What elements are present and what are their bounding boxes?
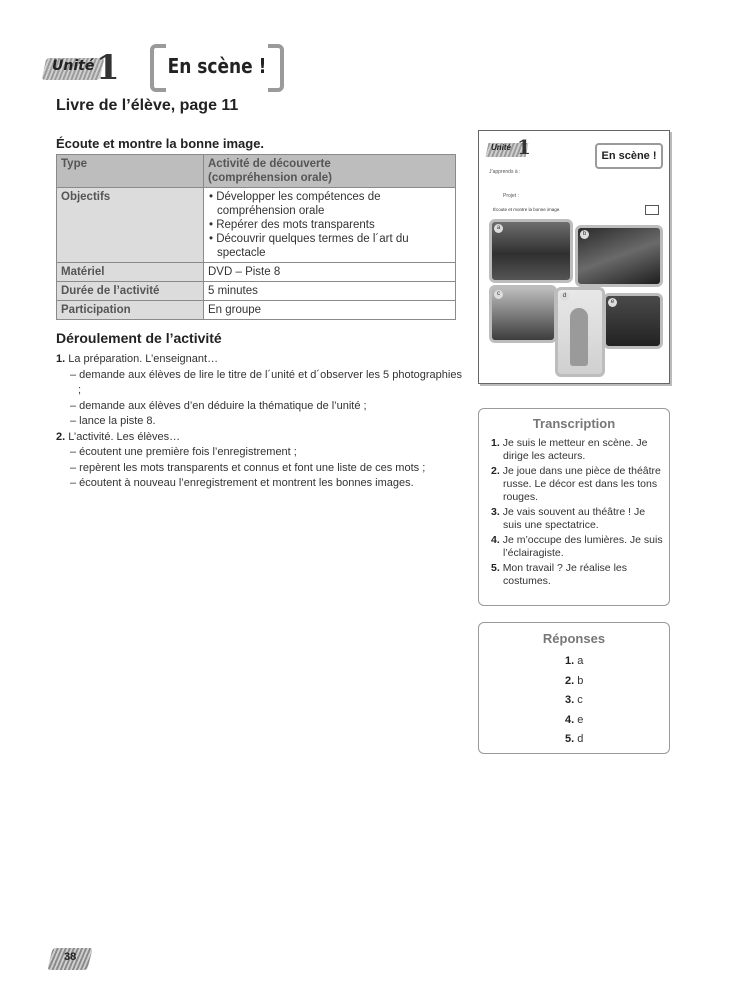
table-row-materiel (57, 263, 456, 282)
duree-label: Durée de l’activité (57, 282, 204, 301)
transcription-item: 1. Je suis le metteur en scène. Je dirige les acteurs. (491, 437, 648, 462)
thumb-title: En scène ! (595, 143, 663, 169)
table-row-objectifs (57, 188, 456, 263)
photo-a: a (489, 219, 573, 283)
play-icon (645, 205, 659, 215)
transcription-title: Transcription (532, 416, 616, 431)
deroulement-steps (56, 352, 466, 492)
reponse-item: 3. c (565, 694, 583, 706)
step-item: – demande aux élèves d’en déduire la thématique de l’unité ; (70, 399, 367, 412)
thumb-projet: Projet : (503, 193, 519, 199)
table-row-duree (57, 282, 456, 301)
reponse-item: 2. b (565, 674, 584, 687)
reponse-item: 4. e (565, 713, 584, 726)
book-reference: Livre de l’élève, page 11 (56, 97, 239, 114)
deroulement-title: Déroulement de l’activité (56, 330, 222, 346)
thumb-objectives: J’apprends à : (489, 169, 521, 175)
objectif-item: • Repérer des mots transparents (209, 219, 375, 231)
transcription-item: 5. Mon travail ? Je réalise les costumes. (491, 562, 627, 587)
student-book-thumbnail (478, 130, 670, 384)
photo-e: e (603, 293, 663, 349)
type-label: Type (57, 155, 204, 188)
thumb-unite-label: Unité (491, 143, 511, 152)
duree-value: 5 minutes (204, 282, 456, 301)
unite-badge (44, 48, 120, 88)
step-item: – lance la piste 8. (70, 415, 156, 427)
thumb-activity: Écoute et montre la bonne image. (493, 207, 561, 212)
participation-value: En groupe (204, 301, 456, 320)
transcription-item: 2. Je joue dans une pièce de théâtre russe. Le décor est dans les tons rouges. (491, 465, 661, 503)
objectif-item: • Développer les compétences de compréhension orale (209, 191, 381, 217)
reponse-item: 1. a (565, 655, 584, 667)
unit-title-box (150, 44, 284, 92)
step-item: – écoutent une première fois l’enregistrement ; (70, 446, 297, 458)
page-number-badge (50, 946, 94, 972)
unit-title: En scène ! (167, 54, 267, 78)
reponses-box (478, 622, 670, 754)
table-row-participation (57, 301, 456, 320)
type-value (204, 155, 456, 188)
participation-label: Participation (57, 301, 204, 320)
step-2: 2. L’activité. Les élèves… (56, 430, 181, 443)
type-value-line2: (compréhension orale) (208, 172, 332, 184)
activity-title: Écoute et montre la bonne image. (56, 136, 265, 151)
transcription-list (479, 437, 669, 588)
step-1: 1. La préparation. L’enseignant… (56, 353, 219, 365)
transcription-item: 3. Je vais souvent au théâtre ! Je suis une spectatrice. (491, 506, 646, 531)
unite-label: Unité (52, 58, 95, 74)
transcription-item: 4. Je m’occupe des lumières. Je suis l’éclairagiste. (491, 534, 663, 559)
photo-c: c (489, 285, 557, 343)
transcription-box (478, 408, 670, 606)
page-number: 38 (64, 951, 77, 963)
photo-b: b (575, 225, 663, 287)
photo-d: d (555, 287, 605, 377)
type-value-line1: Activité de découverte (208, 158, 331, 170)
objectifs-value (204, 188, 456, 263)
unite-number: 1 (96, 48, 120, 88)
reponses-title: Réponses (542, 631, 606, 646)
objectifs-list (208, 190, 451, 260)
step-item: – demande aux élèves de lire le titre de l´unité et d´observer les 5 photographies ; (70, 368, 462, 396)
step-item: – écoutent à nouveau l’enregistrement et montrent les bonnes images. (70, 477, 414, 489)
step-item: – repèrent les mots transparents et connus et font une liste de ces mots ; (70, 461, 426, 474)
materiel-value: DVD – Piste 8 (204, 263, 456, 282)
objectif-item: • Découvrir quelques termes de l´art du spectacle (209, 233, 409, 259)
table-row-type (57, 155, 456, 188)
reponse-item: 5. d (565, 733, 584, 745)
activity-info-table (56, 154, 456, 320)
materiel-label: Matériel (57, 263, 204, 282)
thumb-unite-number: 1 (517, 135, 531, 159)
objectifs-label: Objectifs (57, 188, 204, 263)
reponses-list (479, 652, 669, 750)
